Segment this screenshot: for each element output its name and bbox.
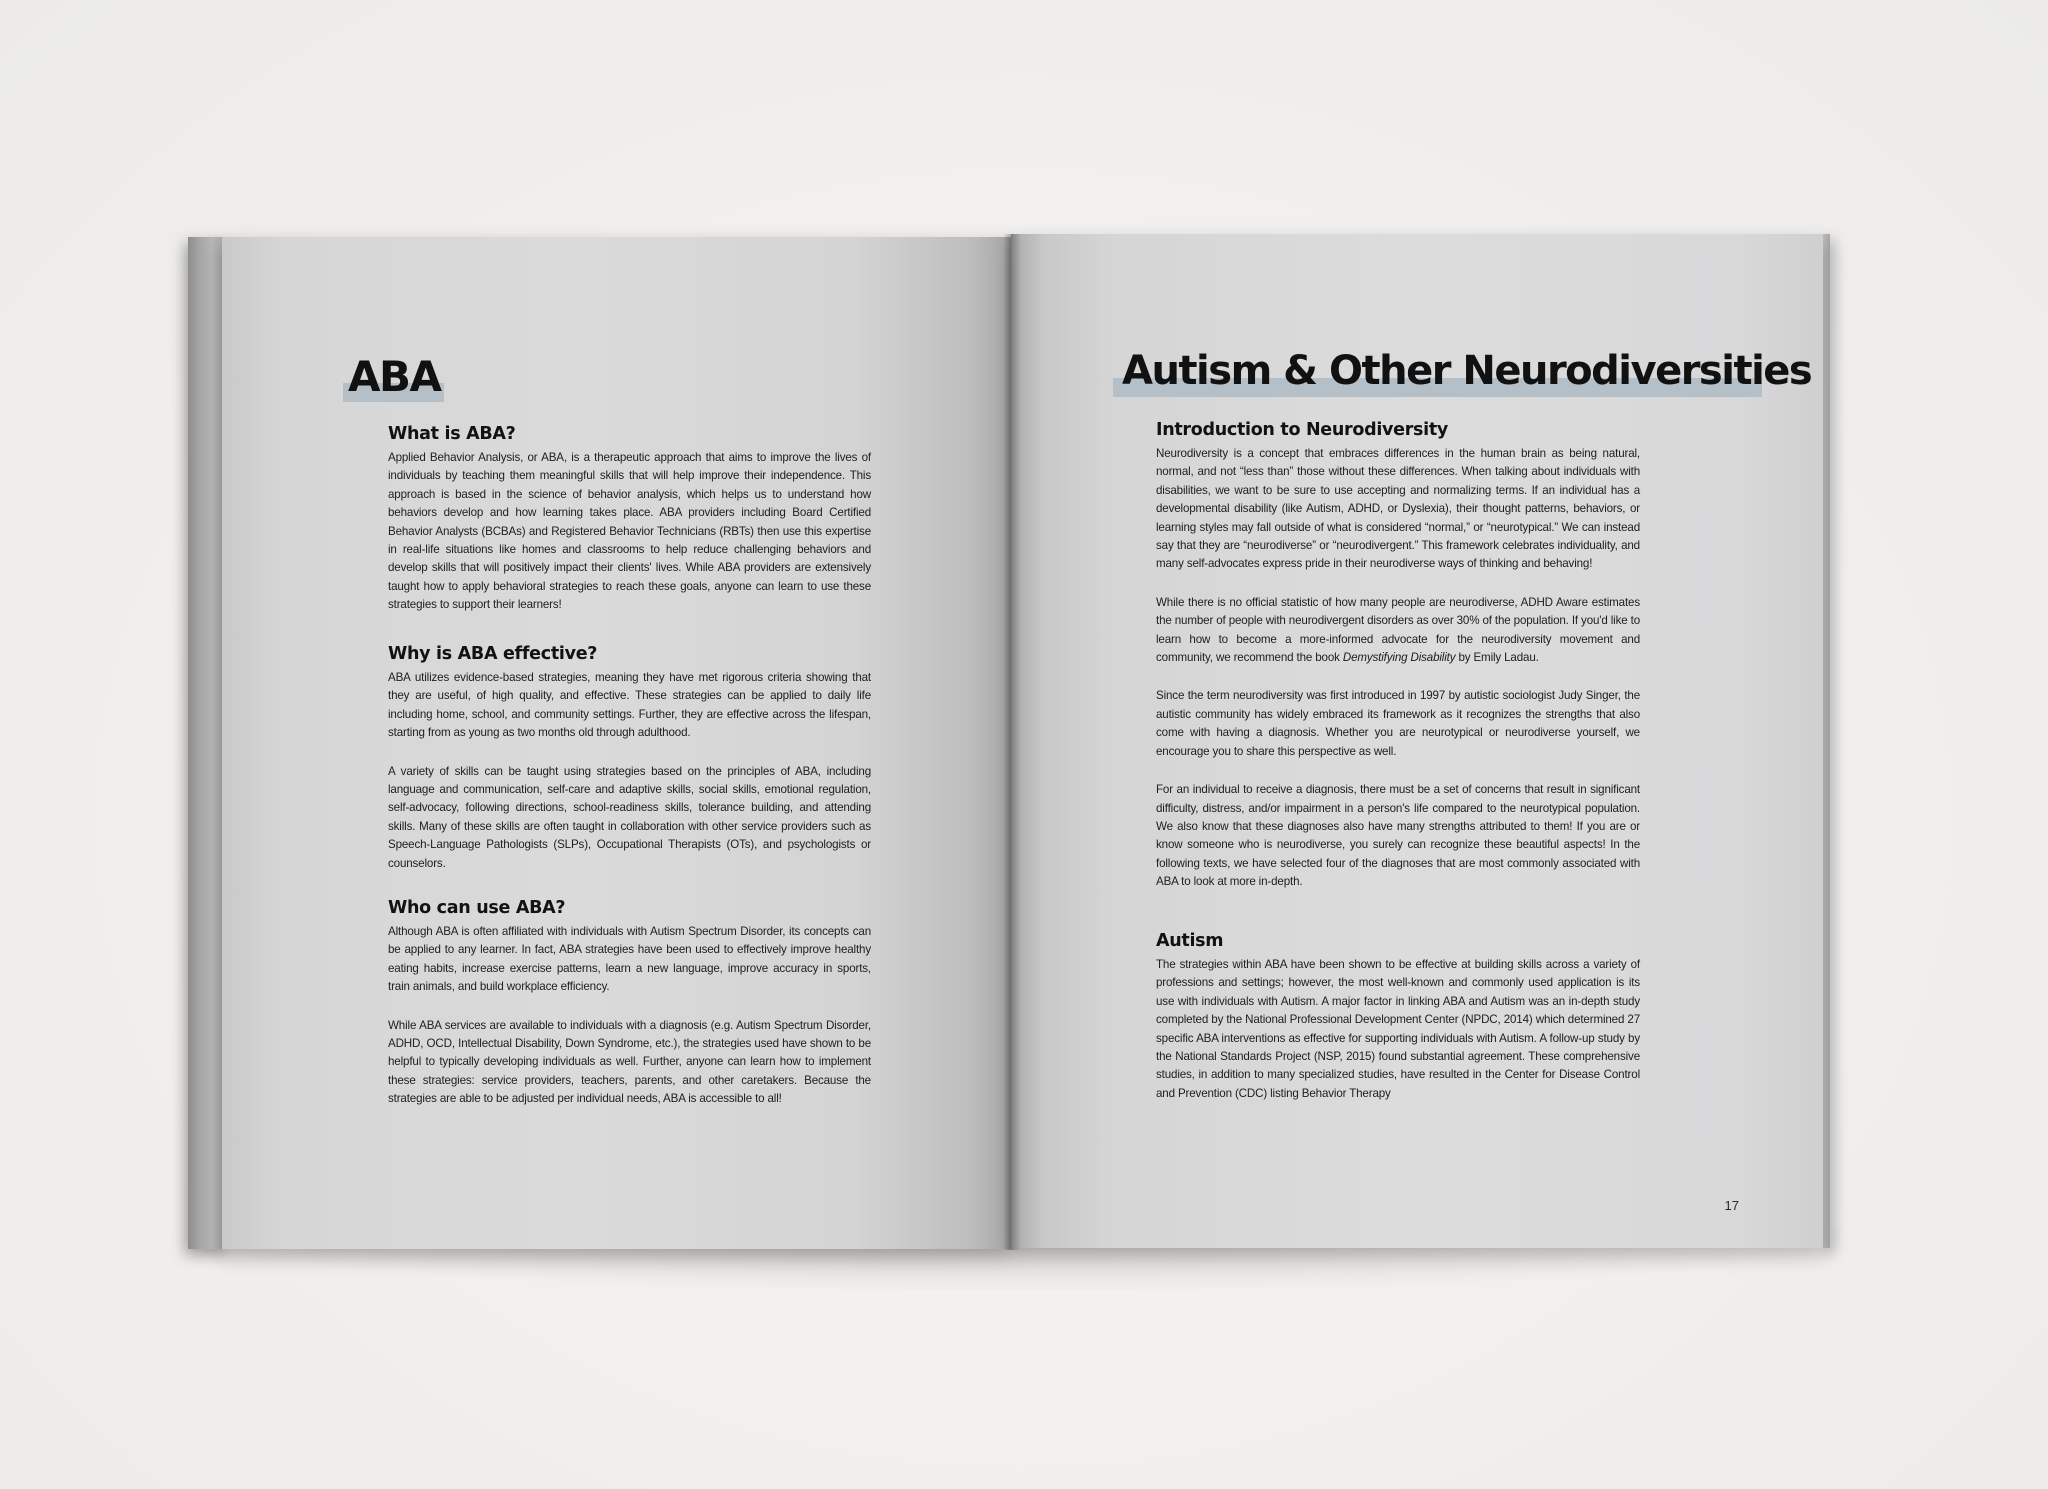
section-autism [1156,931,1640,1123]
paragraph: While ABA services are available to individuals with a diagnosis (e.g. Autism Spectrum Disorder, ADHD, OCD, Intellectual Disability, Down Syndrome, etc.), the strategies used have shown to be helpful to typically developing individuals as well. Further, anyone can learn how to implement these strategies: service providers, teachers, parents, and other caretakers. Because the strategies are able to be adjusted per individual needs, ABA is accessible to all! [388,1018,871,1106]
section-what-is-aba [388,424,871,635]
paragraph: Although ABA is often affiliated with individuals with Autism Spectrum Disorder, its concepts can be applied to any learner. In fact, ABA strategies have been used to effectively improve healthy eating habits, increase exercise patterns, learn a new language, improve accuracy in sports, train animals, and build workplace efficiency. [388,925,871,994]
paragraph: For an individual to receive a diagnosis, there must be a set of concerns that result in significant difficulty, distress, and/or impairment in a person's life compared to the neurotypical population. We also know that these diagnoses also have many strengths attributed to them! If you are or know someone who is neurodiverse, you surely can recognize these beautiful aspects! In the following texts, we have selected four of the diagnoses that are most commonly associated with ABA to look at more in-depth. [1156,783,1640,889]
paragraph-text: While there is no official statistic of how many people are neurodiverse, ADHD Aware estimates the number of people with neurodivergent disorders as over 30% of the population. If you'd like to learn how to become a more-informed advocate for the neurodiversity movement and community, we recommend the book [1156,595,1640,665]
section-heading: Who can use ABA? [388,898,566,918]
paragraph: ABA utilizes evidence-based strategies, meaning they have met rigorous criteria showing that they are useful, of high quality, and effective. These strategies can be applied to daily life including home, school, and community settings. Further, they are effective across the lifespan, starting from as young as two months old through adulthood. [388,671,871,740]
section-who-can-use-aba [388,898,871,1129]
section-heading: Autism [1156,931,1224,951]
left-page [222,237,1011,1249]
right-page [1011,234,1823,1248]
paragraph-text: by Emily Ladau. [1455,651,1539,665]
section-intro-neurodiversity [1156,420,1640,912]
section-heading: Introduction to Neurodiversity [1156,420,1449,440]
paragraph: The strategies within ABA have been shown to be effective at building skills across a variety of professions and settings; however, the most well-known and commonly used application is its use with individuals with Autism. A major factor in linking ABA and Autism was an in-depth study completed by the National Professional Development Center (NPDC, 2014) which determined 27 specific ABA interventions as effective for supporting individuals with Autism. A follow-up study by the National Standards Project (NSP, 2015) found substantial agreement. These comprehensive studies, in addition to many specialized studies, have resulted in the Center for Disease Control and Prevention (CDC) listing Behavior Therapy [1156,958,1640,1100]
page-number: 17 [1724,1198,1739,1213]
paragraph [1156,594,1640,668]
paragraph: Applied Behavior Analysis, or ABA, is a therapeutic approach that aims to improve the lives of individuals by teaching them meaningful skills that will help improve their independence. This approach is based in the science of behavior analysis, which helps us to understand how behaviors develop and how learning takes place. ABA providers including Board Certified Behavior Analysts (BCBAs) and Registered Behavior Technicians (RBTs) then use this expertise in real-life situations like homes and classrooms to help reduce challenging behaviors and develop skills that will positively impact their clients' lives. While ABA providers are extensively taught how to apply behavioral strategies to reach these goals, anyone can learn to use these strategies to support their learners! [388,451,871,612]
section-heading: What is ABA? [388,424,516,444]
book-title: Demystifying Disability [1342,651,1456,665]
paragraph: Neurodiversity is a concept that embraces differences in the human brain as being natural, normal, and not “less than” those without these differences. When talking about individuals with disabilities, we want to be sure to use accepting and normalizing terms. If an individual has a developmental disability (like Autism, ADHD, or Dyslexia), their thought patterns, behaviors, or learning styles may fall outside of what is considered “normal,” or “neurotypical.” We can instead say that they are “neurodiverse” or “neurodivergent.” This framework celebrates individuality, and many self-advocates express pride in their neurodiverse ways of thinking and behaving! [1156,447,1640,571]
paragraph: A variety of skills can be taught using strategies based on the principles of ABA, including language and communication, self-care and adaptive skills, social skills, emotional regulation, self-advocacy, following directions, school-readiness skills, tolerance building, and attending skills. Many of these skills are often taught in collaboration with other service providers such as Speech-Language Pathologists (SLPs), Occupational Therapists (OTs), and psychologists or counselors. [388,764,871,870]
section-heading: Why is ABA effective? [388,644,598,664]
page-title: ABA [348,352,441,401]
page-title: Autism & Other Neurodiversities [1122,348,1812,394]
paragraph: Since the term neurodiversity was first introduced in 1997 by autistic sociologist Judy Singer, the autistic community has widely embraced its framework as it recognizes the strengths that also come with having a diagnosis. Whether you are neurotypical or neurodiverse yourself, we encourage you to share this perspective as well. [1156,689,1640,758]
book-gutter [1003,234,1021,1250]
section-why-aba-effective [388,644,871,893]
